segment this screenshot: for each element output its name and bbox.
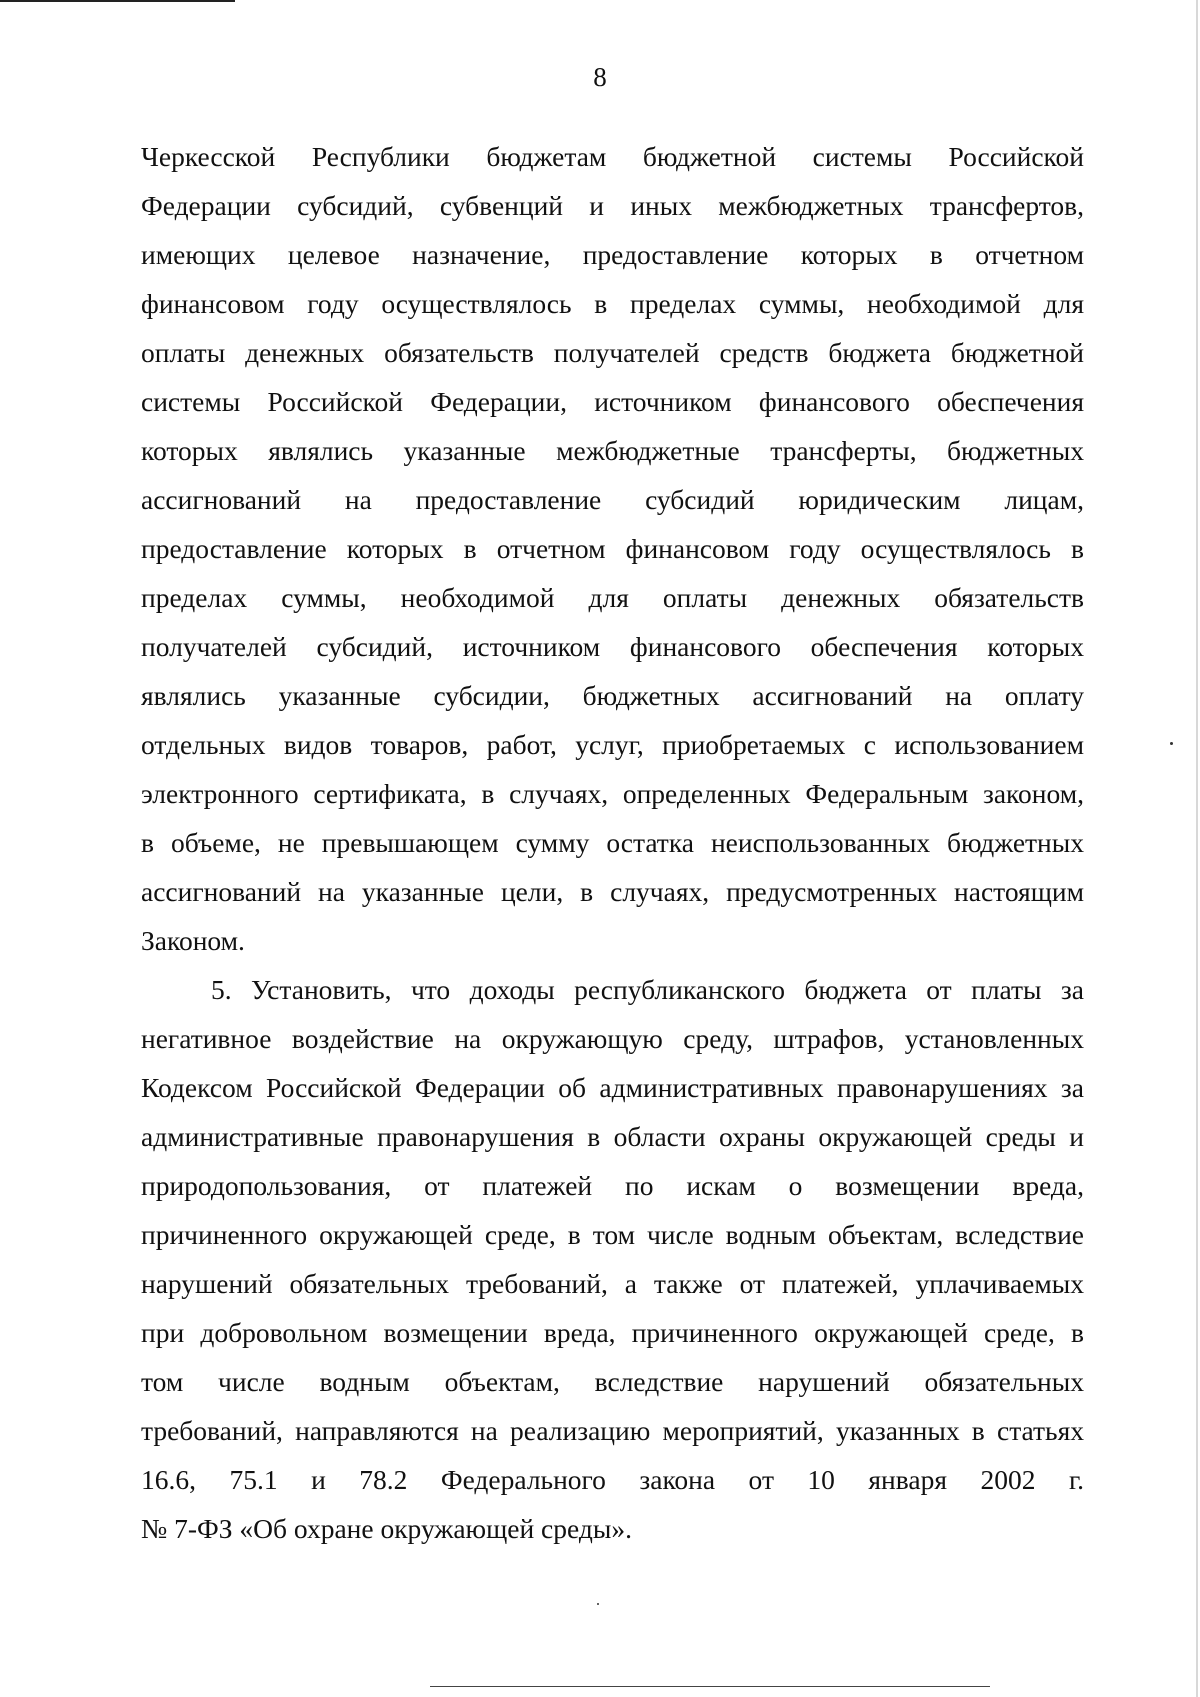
scan-artifact-bottom-line: [430, 1686, 990, 1687]
text-line: пределах суммы, необходимой для оплаты денежных обязательств: [141, 582, 1084, 613]
text-line: предоставление которых в отчетном финансовом году осуществлялось в: [141, 533, 1084, 564]
text-line: оплаты денежных обязательств получателей средств бюджета бюджетной: [141, 337, 1084, 368]
text-line: природопользования, от платежей по искам о возмещении вреда,: [141, 1170, 1084, 1201]
scan-artifact-dot: [1170, 742, 1173, 745]
text-line: причиненного окружающей среде, в том числе водным объектам, вследствие: [141, 1219, 1084, 1250]
paragraph-item-5: [141, 965, 1084, 1553]
text-line: № 7-ФЗ «Об охране окружающей среды».: [141, 1513, 632, 1544]
text-line: административные правонарушения в области охраны окружающей среды и: [141, 1121, 1084, 1152]
text-line: при добровольном возмещении вреда, причиненного окружающей среде, в: [141, 1317, 1084, 1348]
text-line: Федерации субсидий, субвенций и иных межбюджетных трансфертов,: [141, 190, 1084, 221]
text-line: имеющих целевое назначение, предоставление которых в отчетном: [141, 239, 1084, 270]
text-line: ассигнований на предоставление субсидий юридическим лицам,: [141, 484, 1084, 515]
text-line: получателей субсидий, источником финансового обеспечения которых: [141, 631, 1084, 662]
text-line: в объеме, не превышающем сумму остатка неиспользованных бюджетных: [141, 827, 1084, 858]
text-line: требований, направляются на реализацию мероприятий, указанных в статьях: [141, 1415, 1084, 1446]
text-line: электронного сертификата, в случаях, определенных Федеральным законом,: [141, 778, 1084, 809]
text-line: том числе водным объектам, вследствие нарушений обязательных: [141, 1366, 1084, 1397]
document-body: [141, 132, 1084, 1553]
text-line: Законом.: [141, 925, 245, 956]
text-line: негативное воздействие на окружающую среду, штрафов, установленных: [141, 1023, 1084, 1054]
text-line: отдельных видов товаров, работ, услуг, приобретаемых с использованием: [141, 729, 1084, 760]
page-number: 8: [593, 62, 607, 92]
text-line: 5. Установить, что доходы республиканского бюджета от платы за: [211, 974, 1084, 1005]
text-line: финансовом году осуществлялось в пределах суммы, необходимой для: [141, 288, 1084, 319]
scan-artifact-top-line: [0, 0, 235, 2]
text-line: системы Российской Федерации, источником финансового обеспечения: [141, 386, 1084, 417]
paragraph-continuation: [141, 132, 1084, 965]
text-line: 16.6, 75.1 и 78.2 Федерального закона от 10 января 2002 г.: [141, 1464, 1084, 1495]
text-line: ассигнований на указанные цели, в случаях, предусмотренных настоящим: [141, 876, 1084, 907]
scan-artifact-right-edge: [1196, 0, 1198, 1697]
text-line: нарушений обязательных требований, а также от платежей, уплачиваемых: [141, 1268, 1084, 1299]
text-line: которых являлись указанные межбюджетные трансферты, бюджетных: [141, 435, 1084, 466]
text-line: Кодексом Российской Федерации об административных правонарушениях за: [141, 1072, 1084, 1103]
text-line: являлись указанные субсидии, бюджетных ассигнований на оплату: [141, 680, 1084, 711]
scan-artifact-dot: [597, 1603, 599, 1605]
text-line: Черкесской Республики бюджетам бюджетной системы Российской: [141, 141, 1084, 172]
